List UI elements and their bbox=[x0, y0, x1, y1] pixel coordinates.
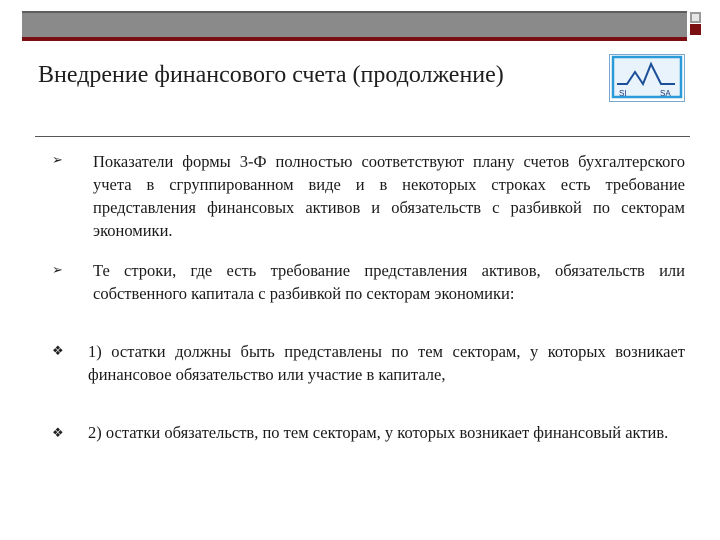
header-accent-line bbox=[22, 37, 687, 41]
corner-square-light bbox=[690, 12, 701, 23]
sisa-logo-icon bbox=[609, 54, 685, 102]
paragraph-balances-assets: 2) остатки обязательств, по тем секторам, у которых возникает финансовый актив. bbox=[88, 423, 669, 442]
diamond-bullet-icon: ❖ bbox=[52, 343, 64, 358]
corner-square-dark bbox=[690, 24, 701, 35]
arrow-bullet-icon: ➢ bbox=[52, 262, 63, 277]
paragraph-balances-liabilities: 1) остатки должны быть представлены по тем секторам, у которых возникает финансовое обязательство или участие в капитале, bbox=[88, 342, 685, 384]
paragraph-rows-requirement: Те строки, где есть требование представления активов, обязательств или собственного капитала с разбивкой по секторам экономики: bbox=[93, 261, 685, 303]
logo-left-text: SI bbox=[619, 89, 627, 98]
logo-right-text: SA bbox=[660, 89, 671, 98]
slide-title: Внедрение финансового счета (продолжение) bbox=[38, 62, 504, 88]
header-bar bbox=[22, 11, 687, 39]
arrow-bullet-icon: ➢ bbox=[52, 152, 63, 167]
title-divider bbox=[35, 136, 690, 137]
diamond-bullet-icon: ❖ bbox=[52, 425, 64, 440]
paragraph-form-indicators: Показатели формы 3-Ф полностью соответствуют плану счетов бухгалтерского учета в сгруппированном виде и в некоторых строках есть требование представления финансовых активов и обязательств с разбивкой по секторам экономики. bbox=[93, 152, 685, 240]
